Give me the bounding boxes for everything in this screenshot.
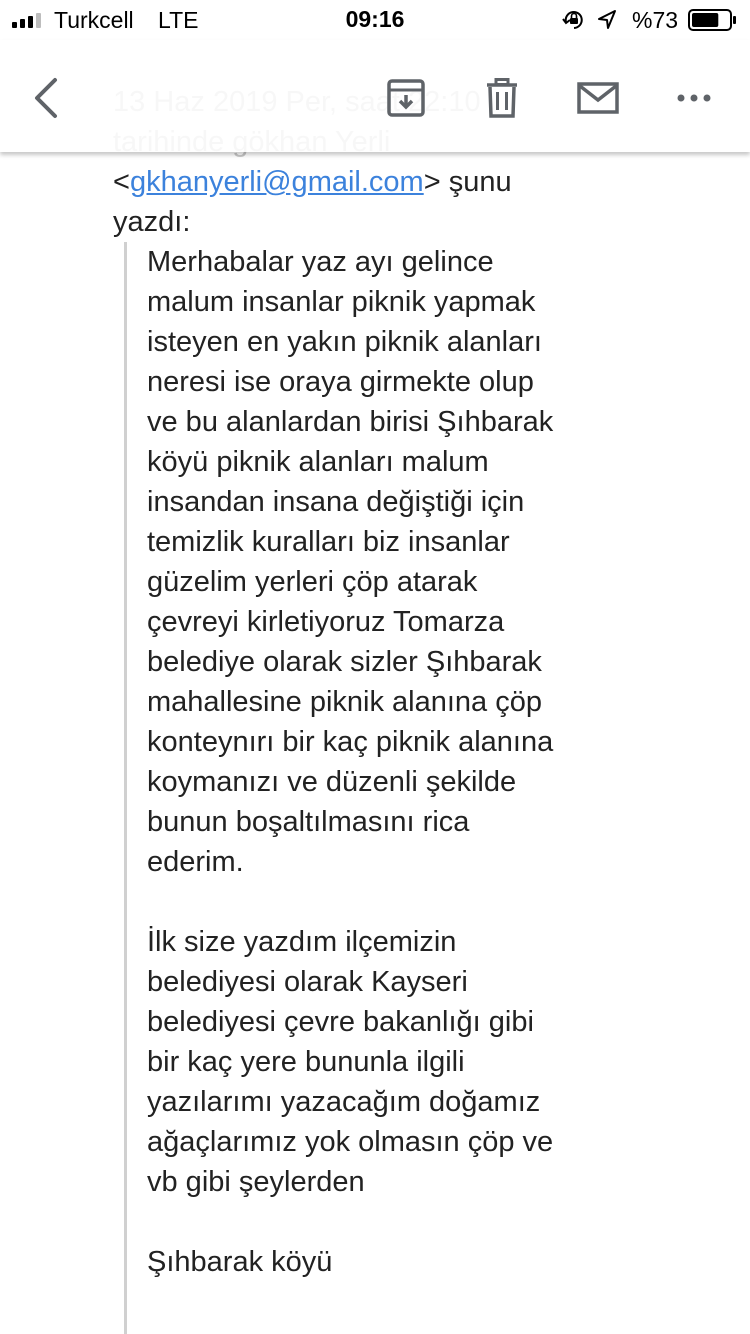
sender-email-link[interactable]: gkhanyerli@gmail.com xyxy=(129,166,424,198)
status-time: 09:16 xyxy=(345,6,405,32)
quote-line: yazılarımı yazacağım doğamız xyxy=(147,1086,541,1118)
battery-icon xyxy=(688,9,736,31)
battery-percentage: %73 xyxy=(632,7,679,33)
quote-line: vb gibi şeylerden xyxy=(147,1166,365,1198)
email-toolbar xyxy=(0,40,750,152)
quoted-message xyxy=(124,242,617,1334)
quote-line: bunun boşaltılmasını rica xyxy=(147,806,470,838)
trash-icon xyxy=(485,78,519,118)
quote-line: belediyesi çevre bakanlığı gibi xyxy=(147,1006,534,1038)
carrier-name: Turkcell xyxy=(54,7,134,33)
back-button[interactable] xyxy=(22,70,70,126)
archive-icon xyxy=(386,78,426,118)
quote-line: ve bu alanlardan birisi Şıhbarak xyxy=(147,406,554,438)
quote-line: ağaçlarımız yok olmasın çöp ve xyxy=(147,1126,554,1158)
quote-paragraph-2 xyxy=(147,922,627,1202)
quote-line: malum insanlar piknik yapmak xyxy=(147,286,536,318)
delete-button[interactable] xyxy=(476,72,528,124)
status-bar xyxy=(0,0,750,40)
more-options-button[interactable] xyxy=(668,72,720,124)
quote-line: mahallesine piknik alanına çöp xyxy=(147,686,542,718)
quote-paragraph-1 xyxy=(147,242,627,882)
quote-line: isteyen en yakın piknik alanları xyxy=(147,326,542,358)
quoted-message-body xyxy=(147,242,627,1282)
quote-line: belediyesi olarak Kayseri xyxy=(147,966,468,998)
quote-line: koymanızı ve düzenli şekilde xyxy=(147,766,517,798)
quote-signature: Şıhbarak köyü xyxy=(147,1246,333,1278)
location-arrow-icon xyxy=(597,9,617,37)
quote-line: Merhabalar yaz ayı gelince xyxy=(147,246,494,278)
quote-line: temizlik kuralları biz insanlar xyxy=(147,526,510,558)
quote-line: çevreyi kirletiyoruz Tomarza xyxy=(147,606,505,638)
mail-icon xyxy=(577,82,619,114)
quote-line: belediye olarak sizler Şıhbarak xyxy=(147,646,542,678)
quote-line: bir kaç yere bununla ilgili xyxy=(147,1046,465,1078)
email-bracket-close: > şunu xyxy=(423,166,512,198)
quote-line: neresi ise oraya girmekte olup xyxy=(147,366,534,398)
quote-line: insandan insana değiştiği için xyxy=(147,486,525,518)
quote-line: İlk size yazdım ilçemizin xyxy=(147,926,457,958)
archive-button[interactable] xyxy=(380,72,432,124)
quote-header-email-line xyxy=(113,162,633,202)
network-type: LTE xyxy=(158,7,199,33)
orientation-lock-icon xyxy=(562,9,586,37)
quote-line: köyü piknik alanları malum xyxy=(147,446,489,478)
quote-line: ederim. xyxy=(147,846,244,878)
more-horizontal-icon xyxy=(677,93,711,103)
quote-line: konteynırı bir kaç piknik alanına xyxy=(147,726,554,758)
email-bracket-open: < xyxy=(113,166,130,198)
quote-line: güzelim yerleri çöp atarak xyxy=(147,566,478,598)
chevron-left-icon xyxy=(31,77,61,119)
quote-header-wrote: yazdı: xyxy=(113,206,191,238)
mark-unread-button[interactable] xyxy=(570,72,626,124)
